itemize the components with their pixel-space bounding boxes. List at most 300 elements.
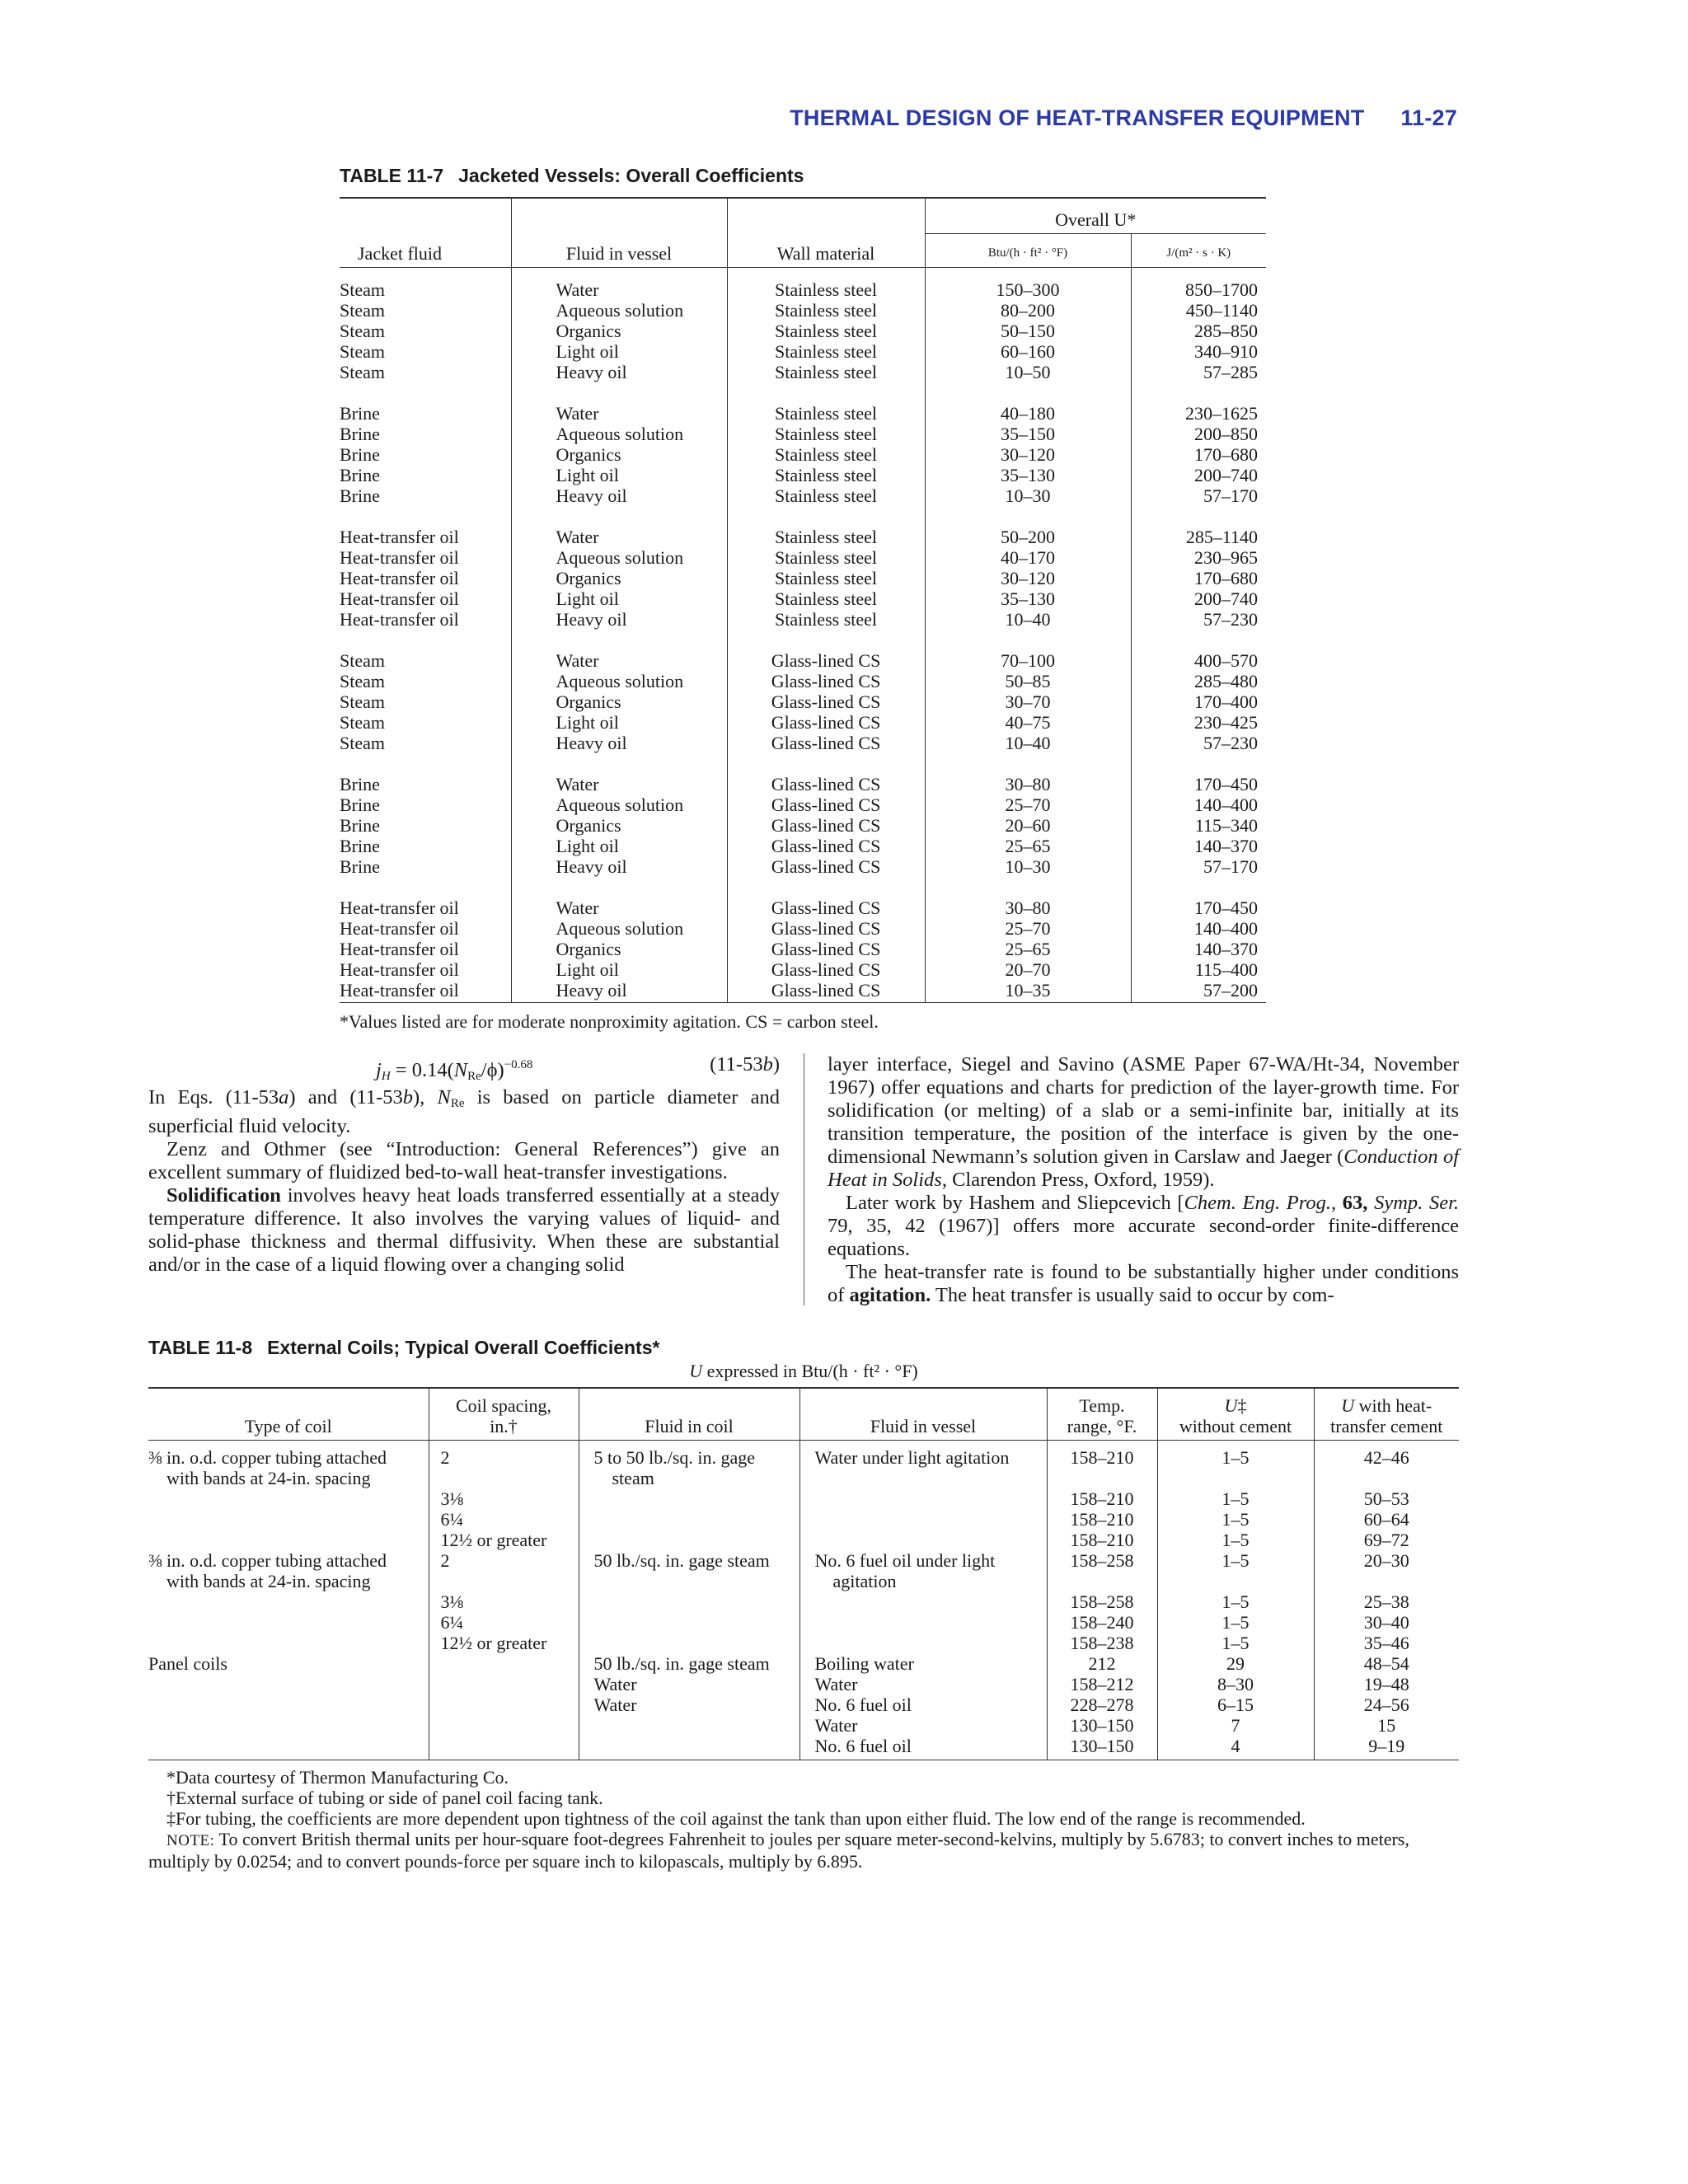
table-row	[340, 568, 1266, 588]
table-row	[148, 1715, 1459, 1736]
cell-temp-range: 158–240	[1047, 1612, 1157, 1633]
paragraph: In Eqs. (11-53a) and (11-53b), $N_{Re}$ is based on particle diameter and superficial fluid velocity.	[148, 1086, 780, 1137]
header-type-of-coil: Type of coil	[148, 1388, 429, 1441]
table-row	[340, 300, 1266, 321]
cell-jacket-fluid: Heat-transfer oil	[340, 609, 511, 630]
cell-fluid-in-vessel: Organics	[511, 939, 727, 959]
cell-jacket-fluid: Brine	[340, 444, 511, 465]
cell-u-without-cement: 29	[1157, 1653, 1314, 1674]
header-u-without-cement: U‡ without cement	[1157, 1388, 1314, 1441]
cell-jacket-fluid: Steam	[340, 691, 511, 712]
cell-u-si: 57–170	[1203, 856, 1258, 877]
table-row	[340, 712, 1266, 733]
cell-u-si: 230–1625	[1185, 403, 1258, 424]
cell-jacket-fluid: Heat-transfer oil	[340, 918, 511, 939]
cell-u-without-cement: 1–5	[1157, 1550, 1314, 1591]
cell-fluid-in-vessel: Aqueous solution	[511, 547, 727, 568]
header-fluid-in-coil: Fluid in coil	[579, 1388, 799, 1441]
cell-fluid-in-vessel: Heavy oil	[511, 485, 727, 506]
header-temp-range: Temp. range, °F.	[1047, 1388, 1157, 1441]
cell-u-with-cement: 19–48	[1363, 1674, 1409, 1694]
cell-u-si: 450–1140	[1185, 300, 1258, 321]
cell-wall-material: Stainless steel	[727, 568, 925, 588]
cell-coil-spacing	[429, 1653, 579, 1674]
cell-fluid-in-vessel: No. 6 fuel oil under light agitation	[799, 1550, 1047, 1591]
cell-wall-material: Stainless steel	[727, 485, 925, 506]
equation-number: (11-53b)	[710, 1053, 780, 1076]
cell-jacket-fluid: Steam	[340, 362, 511, 382]
cell-wall-material: Stainless steel	[727, 341, 925, 362]
table-row	[340, 444, 1266, 465]
cell-jacket-fluid: Brine	[340, 485, 511, 506]
cell-temp-range: 158–210	[1047, 1530, 1157, 1550]
cell-fluid-in-vessel: Water	[511, 268, 727, 301]
cell-jacket-fluid: Heat-transfer oil	[340, 527, 511, 547]
paragraph: Later work by Hashem and Sliepcevich [Chem. Eng. Prog., 63, Symp. Ser. 79, 35, 42 (1967)] offers more accurate second-order finite-difference equations.	[828, 1192, 1460, 1260]
table-row	[340, 465, 1266, 485]
cell-jacket-fluid: Heat-transfer oil	[340, 939, 511, 959]
cell-temp-range: 158–212	[1047, 1674, 1157, 1694]
paragraph: Solidification involves heavy heat loads transferred essentially at a steady temperature difference. It also involves the varying values of liquid- and solid-phase thickness and thermal diffusivity. When these are substantial and/or in the case of a liquid flowing over a changing solid	[148, 1184, 780, 1276]
cell-u-with-cement: 24–56	[1363, 1694, 1409, 1715]
cell-fluid-in-vessel: Boiling water	[799, 1653, 1047, 1674]
cell-type-of-coil: ⅜ in. o.d. copper tubing attached with bands at 24-in. spacing	[148, 1550, 429, 1591]
cell-wall-material: Glass-lined CS	[727, 774, 925, 794]
cell-jacket-fluid: Steam	[340, 712, 511, 733]
cell-jacket-fluid: Heat-transfer oil	[340, 898, 511, 918]
table-row	[340, 424, 1266, 444]
header-wall-material: Wall material	[727, 198, 925, 268]
cell-wall-material: Glass-lined CS	[727, 898, 925, 918]
cell-fluid-in-vessel: Aqueous solution	[511, 671, 727, 691]
table-row	[340, 547, 1266, 568]
cell-u-si: 230–965	[1194, 547, 1258, 568]
table-11-7-body	[340, 268, 1266, 1003]
table-row	[148, 1441, 1459, 1489]
cell-jacket-fluid: Steam	[340, 341, 511, 362]
cell-u-si: 230–425	[1194, 712, 1258, 733]
cell-u-without-cement: 1–5	[1157, 1488, 1314, 1509]
cell-fluid-in-vessel	[799, 1488, 1047, 1509]
cell-coil-spacing	[429, 1736, 579, 1760]
cell-coil-spacing: 6¼	[429, 1612, 579, 1633]
cell-jacket-fluid: Steam	[340, 650, 511, 671]
header-overall-u: Overall U*	[925, 198, 1266, 234]
cell-u-si: 140–370	[1194, 836, 1258, 856]
table-row	[340, 671, 1266, 691]
cell-u-si: 170–450	[1194, 774, 1258, 794]
running-header-title: THERMAL DESIGN OF HEAT-TRANSFER EQUIPMENT	[790, 105, 1365, 130]
cell-type-of-coil	[148, 1736, 429, 1760]
cell-coil-spacing: 2	[429, 1550, 579, 1591]
cell-coil-spacing: 12½ or greater	[429, 1633, 579, 1653]
cell-u-si: 57–170	[1203, 485, 1258, 506]
cell-type-of-coil: ⅜ in. o.d. copper tubing attached with bands at 24-in. spacing	[148, 1441, 429, 1489]
table-row	[148, 1488, 1459, 1509]
cell-jacket-fluid: Heat-transfer oil	[340, 980, 511, 1003]
cell-jacket-fluid: Steam	[340, 671, 511, 691]
cell-type-of-coil	[148, 1530, 429, 1550]
table-row	[340, 341, 1266, 362]
cell-temp-range: 212	[1047, 1653, 1157, 1674]
cell-type-of-coil	[148, 1715, 429, 1736]
cell-fluid-in-vessel	[799, 1509, 1047, 1530]
table-row	[340, 321, 1266, 341]
cell-u-btu: 35–130	[925, 588, 1131, 609]
cell-wall-material: Glass-lined CS	[727, 733, 925, 753]
table-row	[340, 856, 1266, 877]
cell-coil-spacing: 2	[429, 1441, 579, 1489]
cell-fluid-in-vessel: Aqueous solution	[511, 794, 727, 815]
table-row	[340, 527, 1266, 547]
cell-fluid-in-vessel: Light oil	[511, 465, 727, 485]
table-row	[340, 939, 1266, 959]
header-fluid-in-vessel: Fluid in vessel	[799, 1388, 1047, 1441]
cell-jacket-fluid: Brine	[340, 794, 511, 815]
cell-fluid-in-vessel: No. 6 fuel oil	[799, 1694, 1047, 1715]
conversion-note: NOTE: To convert British thermal units per hour-square foot-degrees Fahrenheit to joules per square meter-second-kelvins, multiply by 5.6783; to convert inches to meters, multiply by 0.0254; and to convert pounds-force per square inch to kilopascals, multiply by 6.895.	[148, 1829, 1409, 1872]
cell-temp-range: 130–150	[1047, 1715, 1157, 1736]
cell-fluid-in-vessel: Water	[511, 774, 727, 794]
cell-u-btu: 30–80	[925, 898, 1131, 918]
cell-u-si: 170–680	[1194, 444, 1258, 465]
table-row	[148, 1612, 1459, 1633]
cell-u-btu: 150–300	[925, 268, 1131, 301]
cell-jacket-fluid: Steam	[340, 321, 511, 341]
cell-u-si: 285–480	[1194, 671, 1258, 691]
cell-u-without-cement: 8–30	[1157, 1674, 1314, 1694]
cell-u-without-cement: 6–15	[1157, 1694, 1314, 1715]
cell-type-of-coil	[148, 1488, 429, 1509]
cell-u-btu: 25–65	[925, 836, 1131, 856]
cell-u-si: 850–1700	[1185, 279, 1258, 300]
text-column-right	[828, 1053, 1459, 1307]
cell-u-with-cement: 9–19	[1314, 1736, 1459, 1760]
cell-type-of-coil: Panel coils	[148, 1653, 429, 1674]
header-btu-unit: Btu/(h · ft² · °F)	[925, 234, 1131, 268]
group-spacer	[340, 382, 1266, 403]
cell-u-with-cement: 15	[1377, 1715, 1396, 1736]
table-row	[148, 1550, 1459, 1591]
cell-fluid-in-coil: 50 lb./sq. in. gage steam	[579, 1653, 799, 1674]
cell-coil-spacing: 3⅛	[429, 1591, 579, 1612]
cell-type-of-coil	[148, 1612, 429, 1633]
table-title: External Coils; Typical Overall Coefficients*	[267, 1337, 660, 1358]
cell-jacket-fluid: Brine	[340, 465, 511, 485]
cell-fluid-in-vessel: Organics	[511, 815, 727, 836]
cell-u-si: 57–230	[1203, 609, 1258, 630]
group-spacer	[340, 877, 1266, 898]
cell-fluid-in-coil: Water	[579, 1694, 799, 1715]
table-11-8	[148, 1337, 1459, 1872]
cell-wall-material: Glass-lined CS	[727, 939, 925, 959]
table-row	[340, 588, 1266, 609]
table-row	[340, 733, 1266, 753]
table-row	[148, 1633, 1459, 1653]
table-row	[340, 815, 1266, 836]
cell-u-btu: 30–70	[925, 691, 1131, 712]
cell-u-btu: 50–200	[925, 527, 1131, 547]
cell-jacket-fluid: Heat-transfer oil	[340, 547, 511, 568]
cell-u-btu: 30–120	[925, 568, 1131, 588]
cell-fluid-in-coil	[579, 1633, 799, 1653]
cell-u-btu: 40–170	[925, 547, 1131, 568]
cell-coil-spacing: 3⅛	[429, 1488, 579, 1509]
cell-u-with-cement: 42–46	[1363, 1447, 1409, 1468]
equation-expression: $j_H = 0.14(N_{Re}/\phi)^{-0.68}$	[376, 1058, 533, 1083]
cell-fluid-in-coil: 5 to 50 lb./sq. in. gage steam	[579, 1441, 799, 1489]
cell-jacket-fluid: Steam	[340, 300, 511, 321]
cell-fluid-in-vessel: Heavy oil	[511, 362, 727, 382]
paragraph: Zenz and Othmer (see “Introduction: General References”) give an excellent summary of fluidized bed-to-wall heat-transfer investigations.	[148, 1138, 780, 1183]
cell-u-with-cement: 50–53	[1363, 1488, 1409, 1509]
table-11-7-footnote: *Values listed are for moderate nonproximity agitation. CS = carbon steel.	[340, 1011, 879, 1032]
cell-u-btu: 25–65	[925, 939, 1131, 959]
cell-u-without-cement: 1–5	[1157, 1591, 1314, 1612]
cell-u-si: 285–1140	[1185, 527, 1258, 547]
cell-u-si: 170–400	[1194, 691, 1258, 712]
cell-fluid-in-vessel: Aqueous solution	[511, 424, 727, 444]
footnote: †External surface of tubing or side of panel coil facing tank.	[166, 1788, 603, 1808]
cell-u-btu: 40–180	[925, 403, 1131, 424]
paragraph: The heat-transfer rate is found to be substantially higher under conditions of agitation. The heat transfer is usually said to occur by com-	[828, 1261, 1459, 1306]
table-row	[340, 362, 1266, 382]
cell-fluid-in-vessel: Heavy oil	[511, 609, 727, 630]
cell-u-btu: 35–130	[925, 465, 1131, 485]
header-jacket-fluid: Jacket fluid	[340, 198, 511, 268]
cell-u-btu: 60–160	[925, 341, 1131, 362]
cell-jacket-fluid: Brine	[340, 774, 511, 794]
table-11-8-body	[148, 1441, 1459, 1760]
footnote: ‡For tubing, the coefficients are more dependent upon tightness of the coil against the tank than upon either fluid. The low end of the range is recommended.	[166, 1808, 1306, 1829]
table-number: TABLE 11-8	[148, 1337, 253, 1358]
cell-fluid-in-coil	[579, 1736, 799, 1760]
table-11-8-grid	[148, 1387, 1459, 1760]
cell-coil-spacing	[429, 1674, 579, 1694]
table-11-8-caption	[148, 1337, 1459, 1359]
cell-fluid-in-vessel: Aqueous solution	[511, 300, 727, 321]
cell-u-btu: 10–35	[925, 980, 1131, 1003]
cell-wall-material: Glass-lined CS	[727, 959, 925, 980]
cell-fluid-in-vessel: Water under light agitation	[799, 1441, 1047, 1489]
cell-u-si: 340–910	[1194, 341, 1258, 362]
solidification-term: Solidification	[166, 1184, 281, 1207]
cell-u-si: 57–230	[1203, 733, 1258, 753]
cell-fluid-in-vessel: Organics	[511, 691, 727, 712]
header-fluid-in-vessel: Fluid in vessel	[511, 198, 727, 268]
cell-temp-range: 228–278	[1047, 1694, 1157, 1715]
cell-jacket-fluid: Steam	[340, 733, 511, 753]
cell-jacket-fluid: Steam	[340, 268, 511, 301]
cell-coil-spacing	[429, 1694, 579, 1715]
cell-fluid-in-coil	[579, 1715, 799, 1736]
cell-u-without-cement: 4	[1157, 1736, 1314, 1760]
cell-type-of-coil	[148, 1509, 429, 1530]
cell-u-without-cement: 1–5	[1157, 1509, 1314, 1530]
cell-u-without-cement: 7	[1157, 1715, 1314, 1736]
cell-u-si: 200–850	[1194, 424, 1258, 444]
cell-u-with-cement: 69–72	[1363, 1530, 1409, 1550]
table-11-7	[340, 165, 1266, 1033]
cell-u-btu: 30–120	[925, 444, 1131, 465]
cell-fluid-in-vessel: Water	[511, 527, 727, 547]
table-row	[148, 1653, 1459, 1674]
cell-u-si: 115–340	[1194, 815, 1258, 836]
table-row	[340, 485, 1266, 506]
cell-jacket-fluid: Heat-transfer oil	[340, 568, 511, 588]
cell-jacket-fluid: Brine	[340, 403, 511, 424]
cell-wall-material: Glass-lined CS	[727, 691, 925, 712]
cell-fluid-in-vessel	[799, 1633, 1047, 1653]
cell-wall-material: Glass-lined CS	[727, 980, 925, 1003]
table-row	[340, 918, 1266, 939]
table-row	[340, 609, 1266, 630]
cell-temp-range: 130–150	[1047, 1736, 1157, 1760]
cell-wall-material: Glass-lined CS	[727, 712, 925, 733]
cell-u-si: 140–370	[1194, 939, 1258, 959]
cell-fluid-in-coil	[579, 1530, 799, 1550]
cell-fluid-in-coil	[579, 1612, 799, 1633]
cell-wall-material: Glass-lined CS	[727, 815, 925, 836]
cell-jacket-fluid: Brine	[340, 815, 511, 836]
cell-u-si: 200–740	[1194, 588, 1258, 609]
cell-u-with-cement: 35–46	[1363, 1633, 1409, 1653]
cell-fluid-in-vessel: Heavy oil	[511, 980, 727, 1003]
cell-wall-material: Glass-lined CS	[727, 650, 925, 671]
cell-fluid-in-coil	[579, 1488, 799, 1509]
cell-temp-range: 158–210	[1047, 1509, 1157, 1530]
cell-u-si: 115–400	[1194, 959, 1258, 980]
cell-u-si: 57–285	[1203, 362, 1258, 382]
table-11-8-units: U expressed in Btu/(h · ft² · °F)	[689, 1361, 918, 1381]
cell-fluid-in-vessel: Water	[511, 403, 727, 424]
cell-wall-material: Stainless steel	[727, 300, 925, 321]
cell-wall-material: Stainless steel	[727, 444, 925, 465]
cell-u-si: 170–450	[1194, 898, 1258, 918]
cell-u-btu: 40–75	[925, 712, 1131, 733]
equation-11-53b	[148, 1053, 780, 1086]
table-row	[340, 898, 1266, 918]
cell-fluid-in-vessel: Heavy oil	[511, 733, 727, 753]
table-row	[340, 650, 1266, 671]
table-11-7-caption	[340, 165, 1266, 187]
cell-u-btu: 20–60	[925, 815, 1131, 836]
cell-u-btu: 50–85	[925, 671, 1131, 691]
cell-u-btu: 20–70	[925, 959, 1131, 980]
cell-u-without-cement: 1–5	[1157, 1612, 1314, 1633]
cell-u-si: 285–850	[1194, 321, 1258, 341]
cell-type-of-coil	[148, 1674, 429, 1694]
cell-wall-material: Stainless steel	[727, 424, 925, 444]
paragraph: layer interface, Siegel and Savino (ASME Paper 67-WA/Ht-34, November 1967) offer equations and charts for prediction of the layer-growth time. For solidification (or melting) of a slab or a semi-infinite bar, initially at its transition temperature, the position of the interface is given by the one-dimensional Newmann’s solution given in Carslaw and Jaeger (Conduction of Heat in Solids, Clarendon Press, Oxford, 1959).	[828, 1053, 1459, 1191]
cell-u-btu: 10–50	[925, 362, 1131, 382]
cell-u-si: 140–400	[1194, 794, 1258, 815]
table-row	[340, 980, 1266, 1003]
table-row	[340, 268, 1266, 301]
cell-temp-range: 158–258	[1047, 1591, 1157, 1612]
cell-temp-range: 158–238	[1047, 1633, 1157, 1653]
cell-wall-material: Stainless steel	[727, 588, 925, 609]
cell-wall-material: Stainless steel	[727, 321, 925, 341]
cell-u-btu: 10–40	[925, 733, 1131, 753]
cell-fluid-in-vessel: Water	[799, 1715, 1047, 1736]
group-spacer	[340, 506, 1266, 527]
cell-u-with-cement: 60–64	[1363, 1509, 1409, 1530]
cell-u-si: 57–200	[1131, 980, 1266, 1003]
cell-jacket-fluid: Brine	[340, 836, 511, 856]
cell-fluid-in-coil: Water	[579, 1674, 799, 1694]
header-coil-spacing: Coil spacing, in.†	[429, 1388, 579, 1441]
cell-u-btu: 50–150	[925, 321, 1131, 341]
cell-u-without-cement: 1–5	[1157, 1441, 1314, 1489]
cell-u-with-cement: 48–54	[1363, 1653, 1409, 1674]
cell-coil-spacing: 12½ or greater	[429, 1530, 579, 1550]
cell-temp-range: 158–210	[1047, 1488, 1157, 1509]
cell-temp-range: 158–210	[1047, 1441, 1157, 1489]
cell-jacket-fluid: Brine	[340, 856, 511, 877]
table-row	[148, 1530, 1459, 1550]
table-row	[148, 1694, 1459, 1715]
cell-u-btu: 10–30	[925, 485, 1131, 506]
cell-fluid-in-vessel: Light oil	[511, 341, 727, 362]
table-11-8-footnotes	[148, 1767, 1459, 1872]
table-row	[340, 774, 1266, 794]
cell-u-btu: 35–150	[925, 424, 1131, 444]
cell-u-with-cement: 20–30	[1363, 1550, 1409, 1571]
cell-fluid-in-vessel: Aqueous solution	[511, 918, 727, 939]
cell-fluid-in-vessel: Water	[799, 1674, 1047, 1694]
cell-u-si: 170–680	[1194, 568, 1258, 588]
cell-fluid-in-coil	[579, 1509, 799, 1530]
cell-fluid-in-coil: 50 lb./sq. in. gage steam	[579, 1550, 799, 1591]
group-spacer	[340, 753, 1266, 774]
cell-type-of-coil	[148, 1694, 429, 1715]
text-column-left	[148, 1053, 780, 1277]
cell-wall-material: Stainless steel	[727, 268, 925, 301]
table-row	[148, 1509, 1459, 1530]
cell-wall-material: Stainless steel	[727, 547, 925, 568]
table-11-7-grid	[340, 197, 1266, 1003]
header-u-with-cement: U with heat- transfer cement	[1314, 1388, 1459, 1441]
cell-coil-spacing	[429, 1715, 579, 1736]
group-spacer	[340, 630, 1266, 650]
footnote: *Data courtesy of Thermon Manufacturing Co.	[166, 1767, 509, 1788]
cell-fluid-in-vessel: Water	[511, 650, 727, 671]
cell-fluid-in-vessel: Light oil	[511, 959, 727, 980]
cell-wall-material: Glass-lined CS	[727, 671, 925, 691]
cell-wall-material: Stainless steel	[727, 527, 925, 547]
cell-coil-spacing: 6¼	[429, 1509, 579, 1530]
cell-u-btu: 80–200	[925, 300, 1131, 321]
cell-fluid-in-vessel	[799, 1530, 1047, 1550]
cell-wall-material: Stainless steel	[727, 609, 925, 630]
cell-u-without-cement: 1–5	[1157, 1530, 1314, 1550]
table-row	[340, 959, 1266, 980]
cell-fluid-in-vessel: Water	[511, 898, 727, 918]
header-si-unit: J/(m² · s · K)	[1131, 234, 1266, 268]
table-row	[340, 691, 1266, 712]
table-row	[340, 403, 1266, 424]
cell-type-of-coil	[148, 1591, 429, 1612]
cell-wall-material: Stainless steel	[727, 403, 925, 424]
cell-u-btu: 10–30	[925, 856, 1131, 877]
cell-fluid-in-vessel: Light oil	[511, 588, 727, 609]
cell-u-btu: 70–100	[925, 650, 1131, 671]
cell-fluid-in-vessel: No. 6 fuel oil	[799, 1736, 1047, 1760]
cell-fluid-in-vessel: Organics	[511, 321, 727, 341]
cell-wall-material: Glass-lined CS	[727, 794, 925, 815]
page-number: 11-27	[1400, 105, 1457, 130]
